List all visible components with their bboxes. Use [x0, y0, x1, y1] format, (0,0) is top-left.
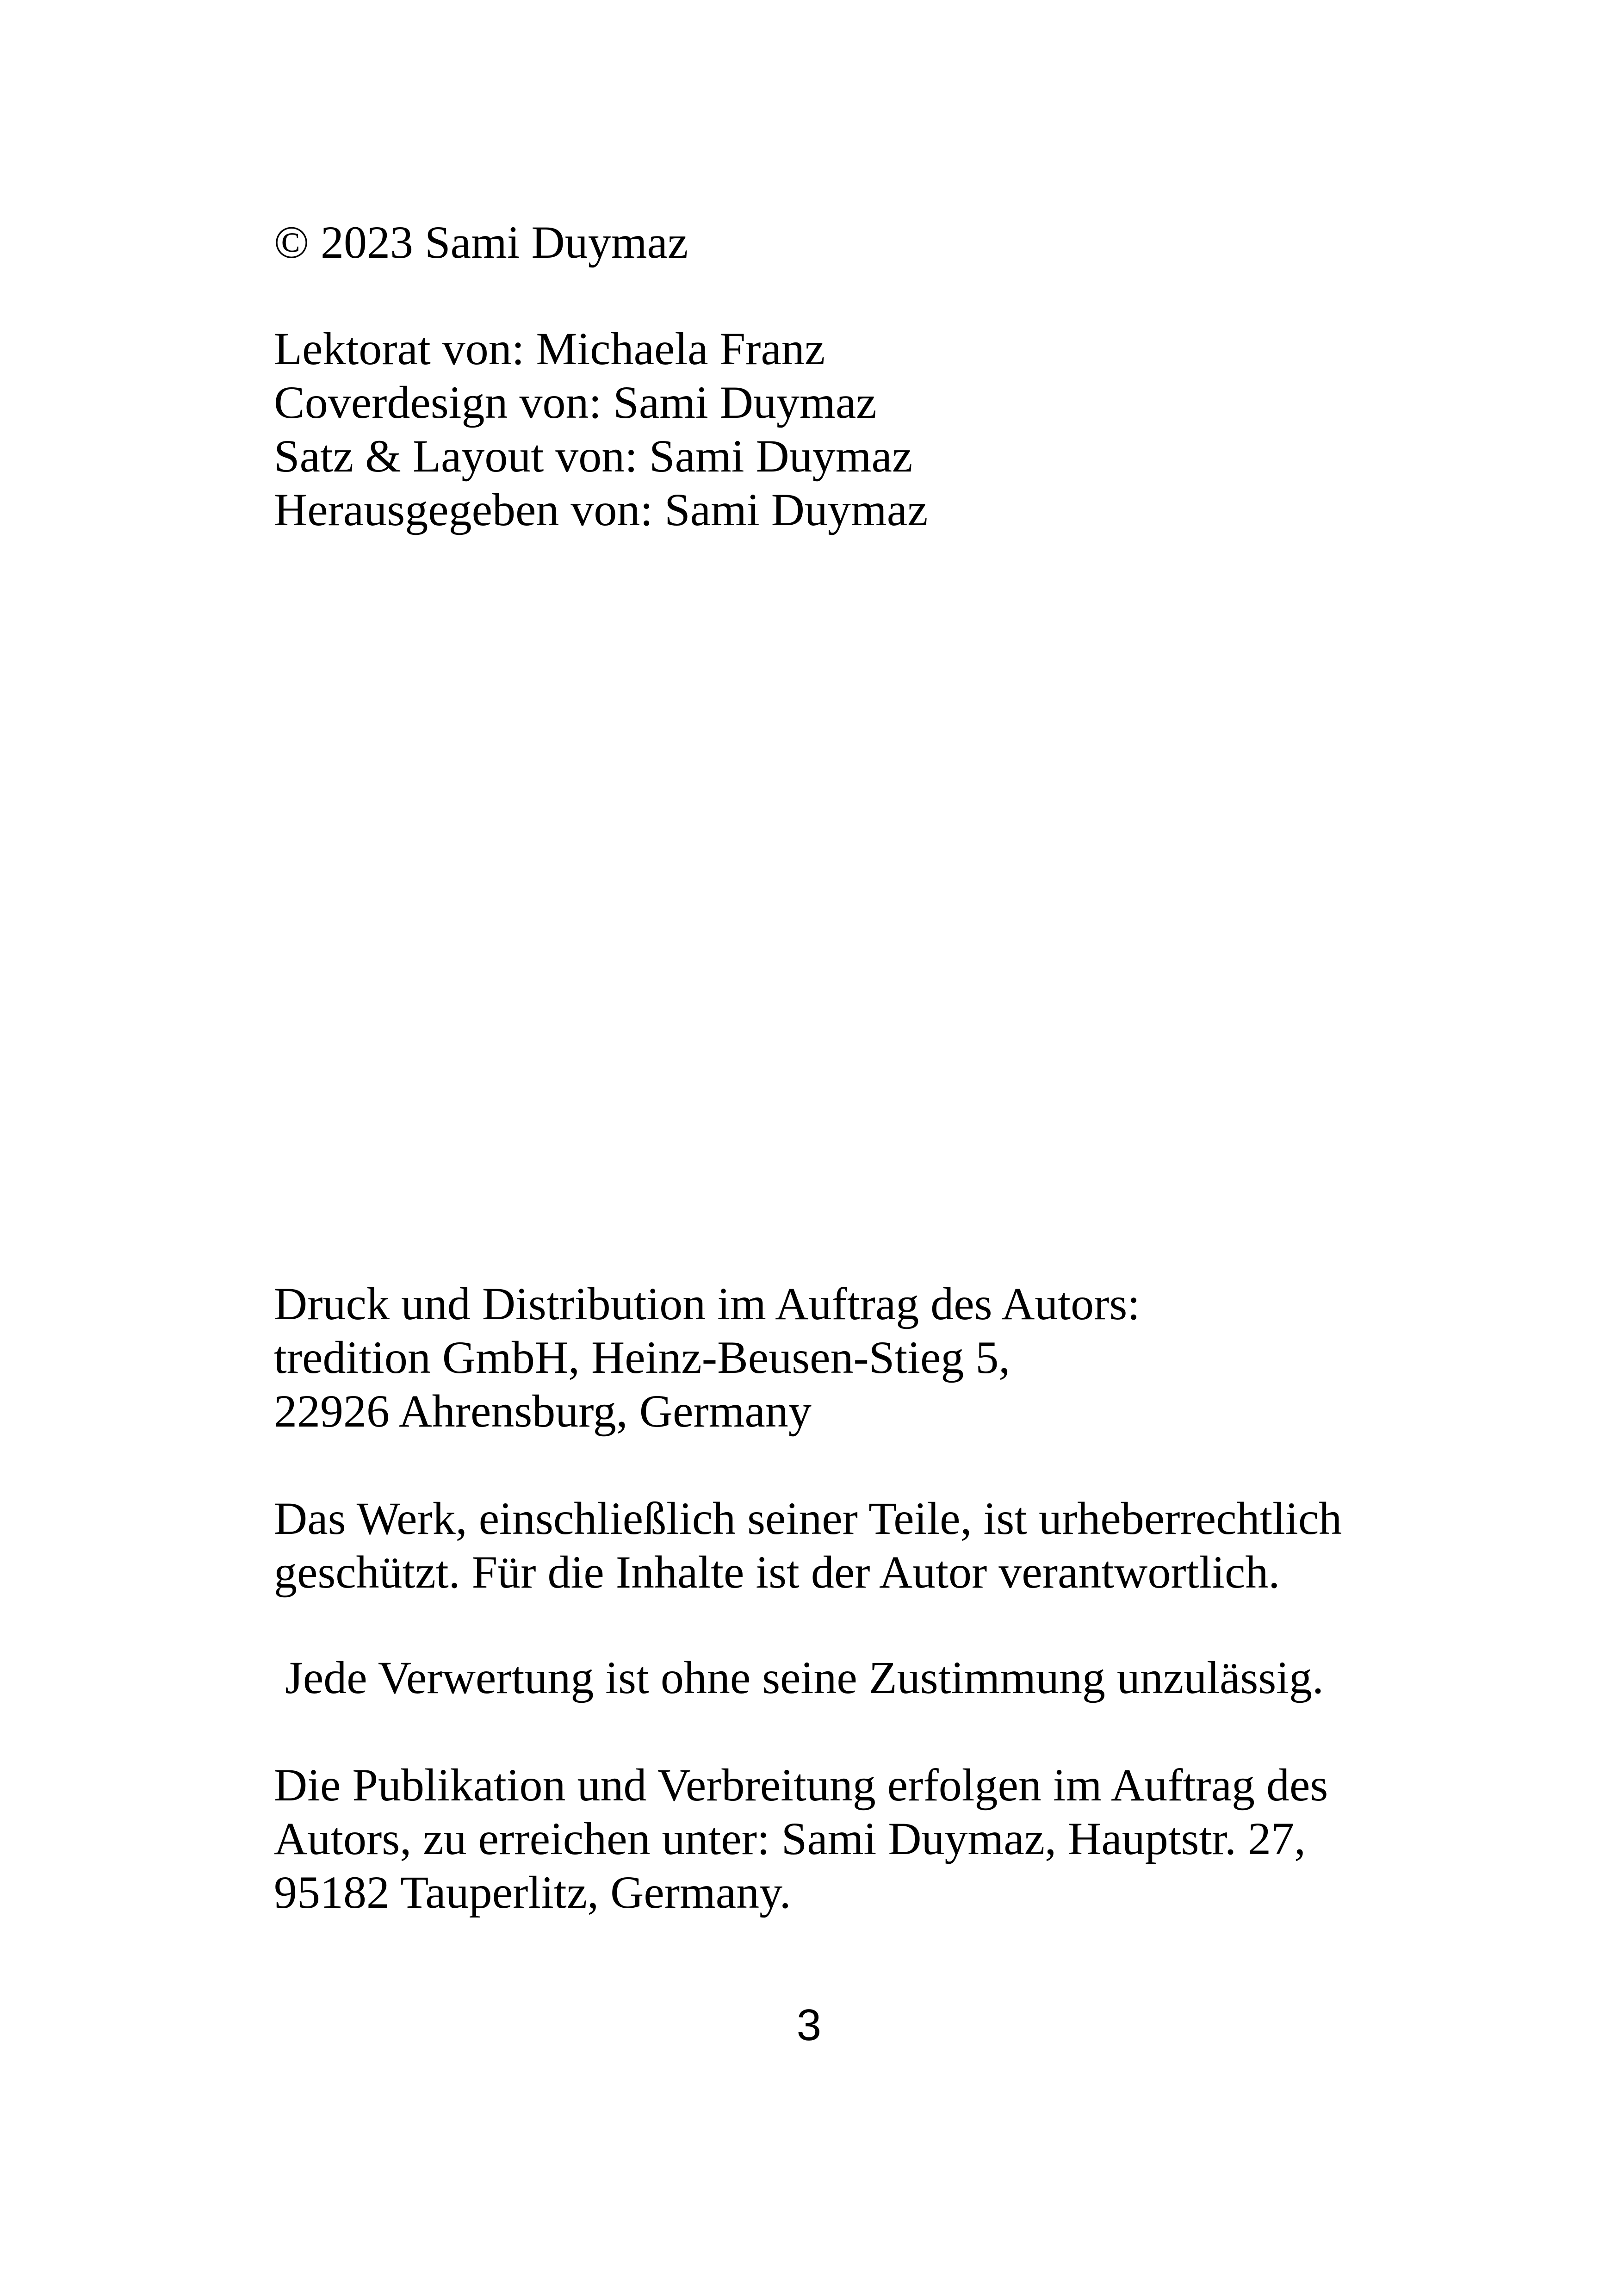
printer-info: [274, 1277, 1431, 1438]
credit-layout: Satz & Layout von: Sami Duymaz: [274, 430, 913, 482]
publication-line: Die Publikation und Verbreitung erfolgen im Auftrag des: [274, 1759, 1328, 1811]
page-number: 3: [796, 2000, 822, 2050]
credit-publisher: Herausgegeben von: Sami Duymaz: [274, 484, 928, 535]
copyright-notice: [274, 216, 1431, 269]
printer-line: tredition GmbH, Heinz-Beusen-Stieg 5,: [274, 1332, 1010, 1383]
credit-editor: Lektorat von: Michaela Franz: [274, 323, 825, 374]
rights-line: Das Werk, einschließlich seiner Teile, ist urheberrechtlich: [274, 1493, 1342, 1544]
rights-line: geschützt. Für die Inhalte ist der Autor verantwortlich.: [274, 1546, 1280, 1598]
usage-notice: [274, 1651, 1431, 1705]
publication-info: [274, 1758, 1431, 1919]
credit-cover-design: Coverdesign von: Sami Duymaz: [274, 377, 877, 428]
rights-notice: [274, 1492, 1431, 1599]
copyright-line: © 2023 Sami Duymaz: [274, 217, 688, 268]
usage-line: Jede Verwertung ist ohne seine Zustimmung unzulässig.: [285, 1652, 1324, 1703]
printer-line: 22926 Ahrensburg, Germany: [274, 1385, 812, 1437]
credits-block: [274, 322, 1431, 537]
printer-line: Druck und Distribution im Auftrag des Autors:: [274, 1278, 1141, 1329]
publication-line: 95182 Tauperlitz, Germany.: [274, 1867, 791, 1918]
publication-line: Autors, zu erreichen unter: Sami Duymaz, Hauptstr. 27,: [274, 1813, 1306, 1864]
